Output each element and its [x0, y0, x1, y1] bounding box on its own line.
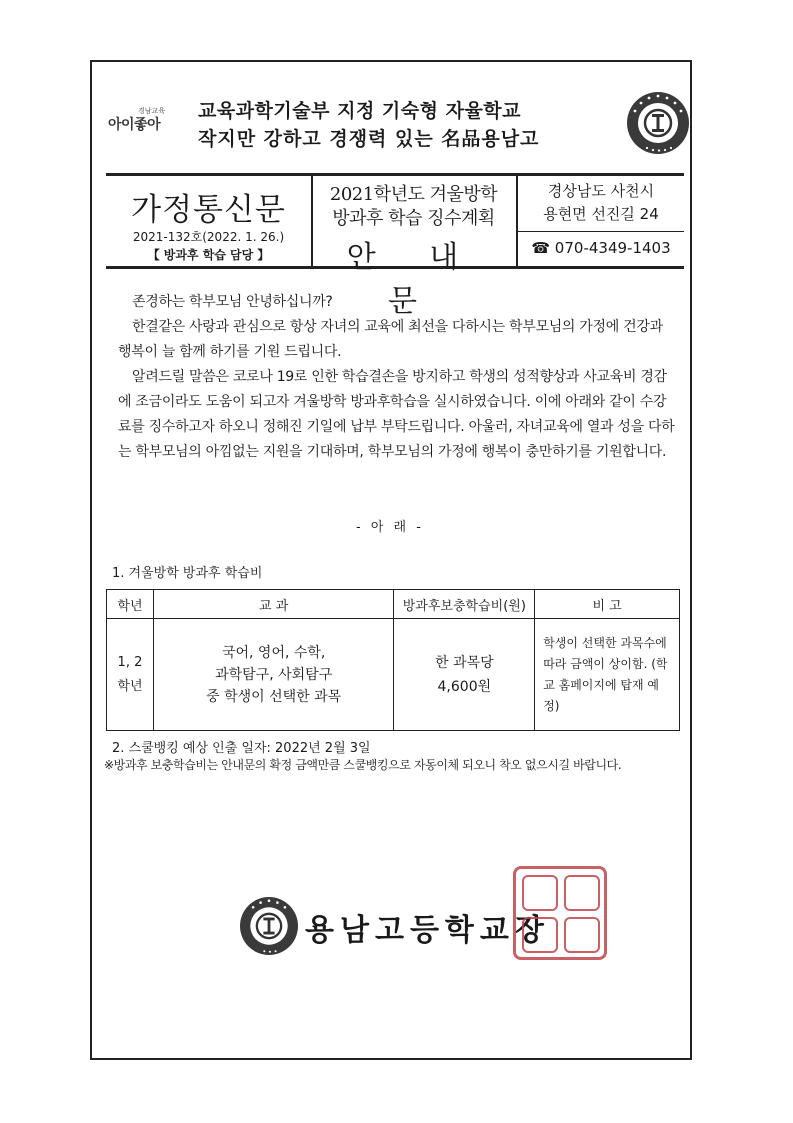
- column-header: 방과후보충학습비(원): [394, 590, 535, 619]
- school-designation: 교육과학기술부 지정 기숙형 자율학교: [198, 100, 522, 122]
- letter-body: [118, 290, 676, 465]
- greeting: 존경하는 학부모님 안녕하십니까?: [132, 294, 333, 310]
- phone-number: ☎ 070-4349-1403: [531, 239, 671, 257]
- seal-glyph: [564, 875, 600, 911]
- address-line2: 용현면 선진길 24: [543, 205, 659, 223]
- section-heading: 1. 겨울방학 방과후 학습비: [112, 566, 263, 581]
- subjects-line: 국어, 영어, 수학,: [221, 644, 326, 661]
- notice-heading: - 아 래 -: [356, 520, 424, 535]
- subjects-line: 과학탐구, 사회탐구: [215, 666, 333, 683]
- subjects-cell: [153, 619, 394, 731]
- logo-text: 아이좋아: [108, 117, 161, 133]
- column-header: 비 고: [535, 590, 680, 619]
- school-logo: [108, 106, 182, 140]
- footnote: ※방과후 보충학습비는 안내문의 확정 금액만큼 스쿨뱅킹으로 자동이체 되오니 착오 없으시길 바랍니다.: [104, 758, 622, 772]
- school-emblem-icon: [240, 897, 298, 955]
- body-paragraph: 한결같은 사랑과 관심으로 항상 자녀의 교육에 최선을 다하시는 학부모님의 가정에 건강과 행복이 늘 함께 하기를 기원 드립니다.: [118, 319, 663, 360]
- banner-divider: [311, 176, 313, 266]
- table-row: [107, 619, 680, 731]
- department-label: 【 방과후 학습 담당 】: [147, 248, 270, 262]
- fee-line: 한 과목당: [435, 654, 494, 671]
- grade-line: 학년: [117, 678, 143, 694]
- grade-line: 1, 2: [117, 654, 143, 670]
- principal-signature: 용남고등학교장: [305, 913, 550, 948]
- issue-number: 2021-132호(2022. 1. 26.): [132, 230, 285, 244]
- table-header-row: [107, 590, 680, 619]
- address-separator: [518, 231, 684, 232]
- column-header: 교 과: [153, 590, 394, 619]
- seal-glyph: [564, 917, 600, 953]
- seal-glyph: [522, 917, 558, 953]
- address-line1: 경상남도 사천시: [547, 182, 655, 200]
- school-emblem-icon: [627, 92, 689, 154]
- notice-title-line1: 2021학년도 겨울방학: [329, 184, 498, 205]
- newsletter-title: 가정통신문: [131, 192, 286, 228]
- grade-cell: [107, 619, 154, 731]
- notice-title-line2: 방과후 학습 징수계획: [332, 208, 495, 229]
- seal-glyph: [522, 875, 558, 911]
- column-header: 학년: [107, 590, 154, 619]
- fee-cell: [394, 619, 535, 731]
- notice-title-line3: 안 내 문: [346, 240, 481, 319]
- withdrawal-date: 2. 스쿨뱅킹 예상 인출 일자: 2022년 2월 3일: [112, 741, 371, 756]
- school-slogan: 작지만 강하고 경쟁력 있는 名品용남고: [198, 128, 540, 150]
- fee-table: [106, 589, 680, 731]
- logo-small-text: 경남교육: [138, 107, 166, 115]
- remark-cell: 학생이 선택한 과목수에 따라 금액이 상이함. (학교 홈페이지에 탑재 예정): [535, 619, 680, 731]
- fee-line: 4,600원: [437, 678, 492, 695]
- body-paragraph: 알려드릴 말씀은 코로나 19로 인한 학습결손을 방지하고 학생의 성적향상과 사교육비 경감에 조금이라도 도움이 되고자 겨울방학 방과후학습을 실시하였습니다. 이에 아래와 같이 수강료를 징수하고자 하오니 정해진 기일에 납부 부탁드립니다. 아울러, 자녀교육에 열과 성을 다하는 학부모님의 아낌없는 지원을 기대하며, 학부모님의 가정에 행복이 충만하기를 기원합니다.: [118, 369, 675, 460]
- subjects-line: 중 학생이 선택한 과목: [206, 688, 342, 705]
- official-seal-icon: [513, 866, 607, 960]
